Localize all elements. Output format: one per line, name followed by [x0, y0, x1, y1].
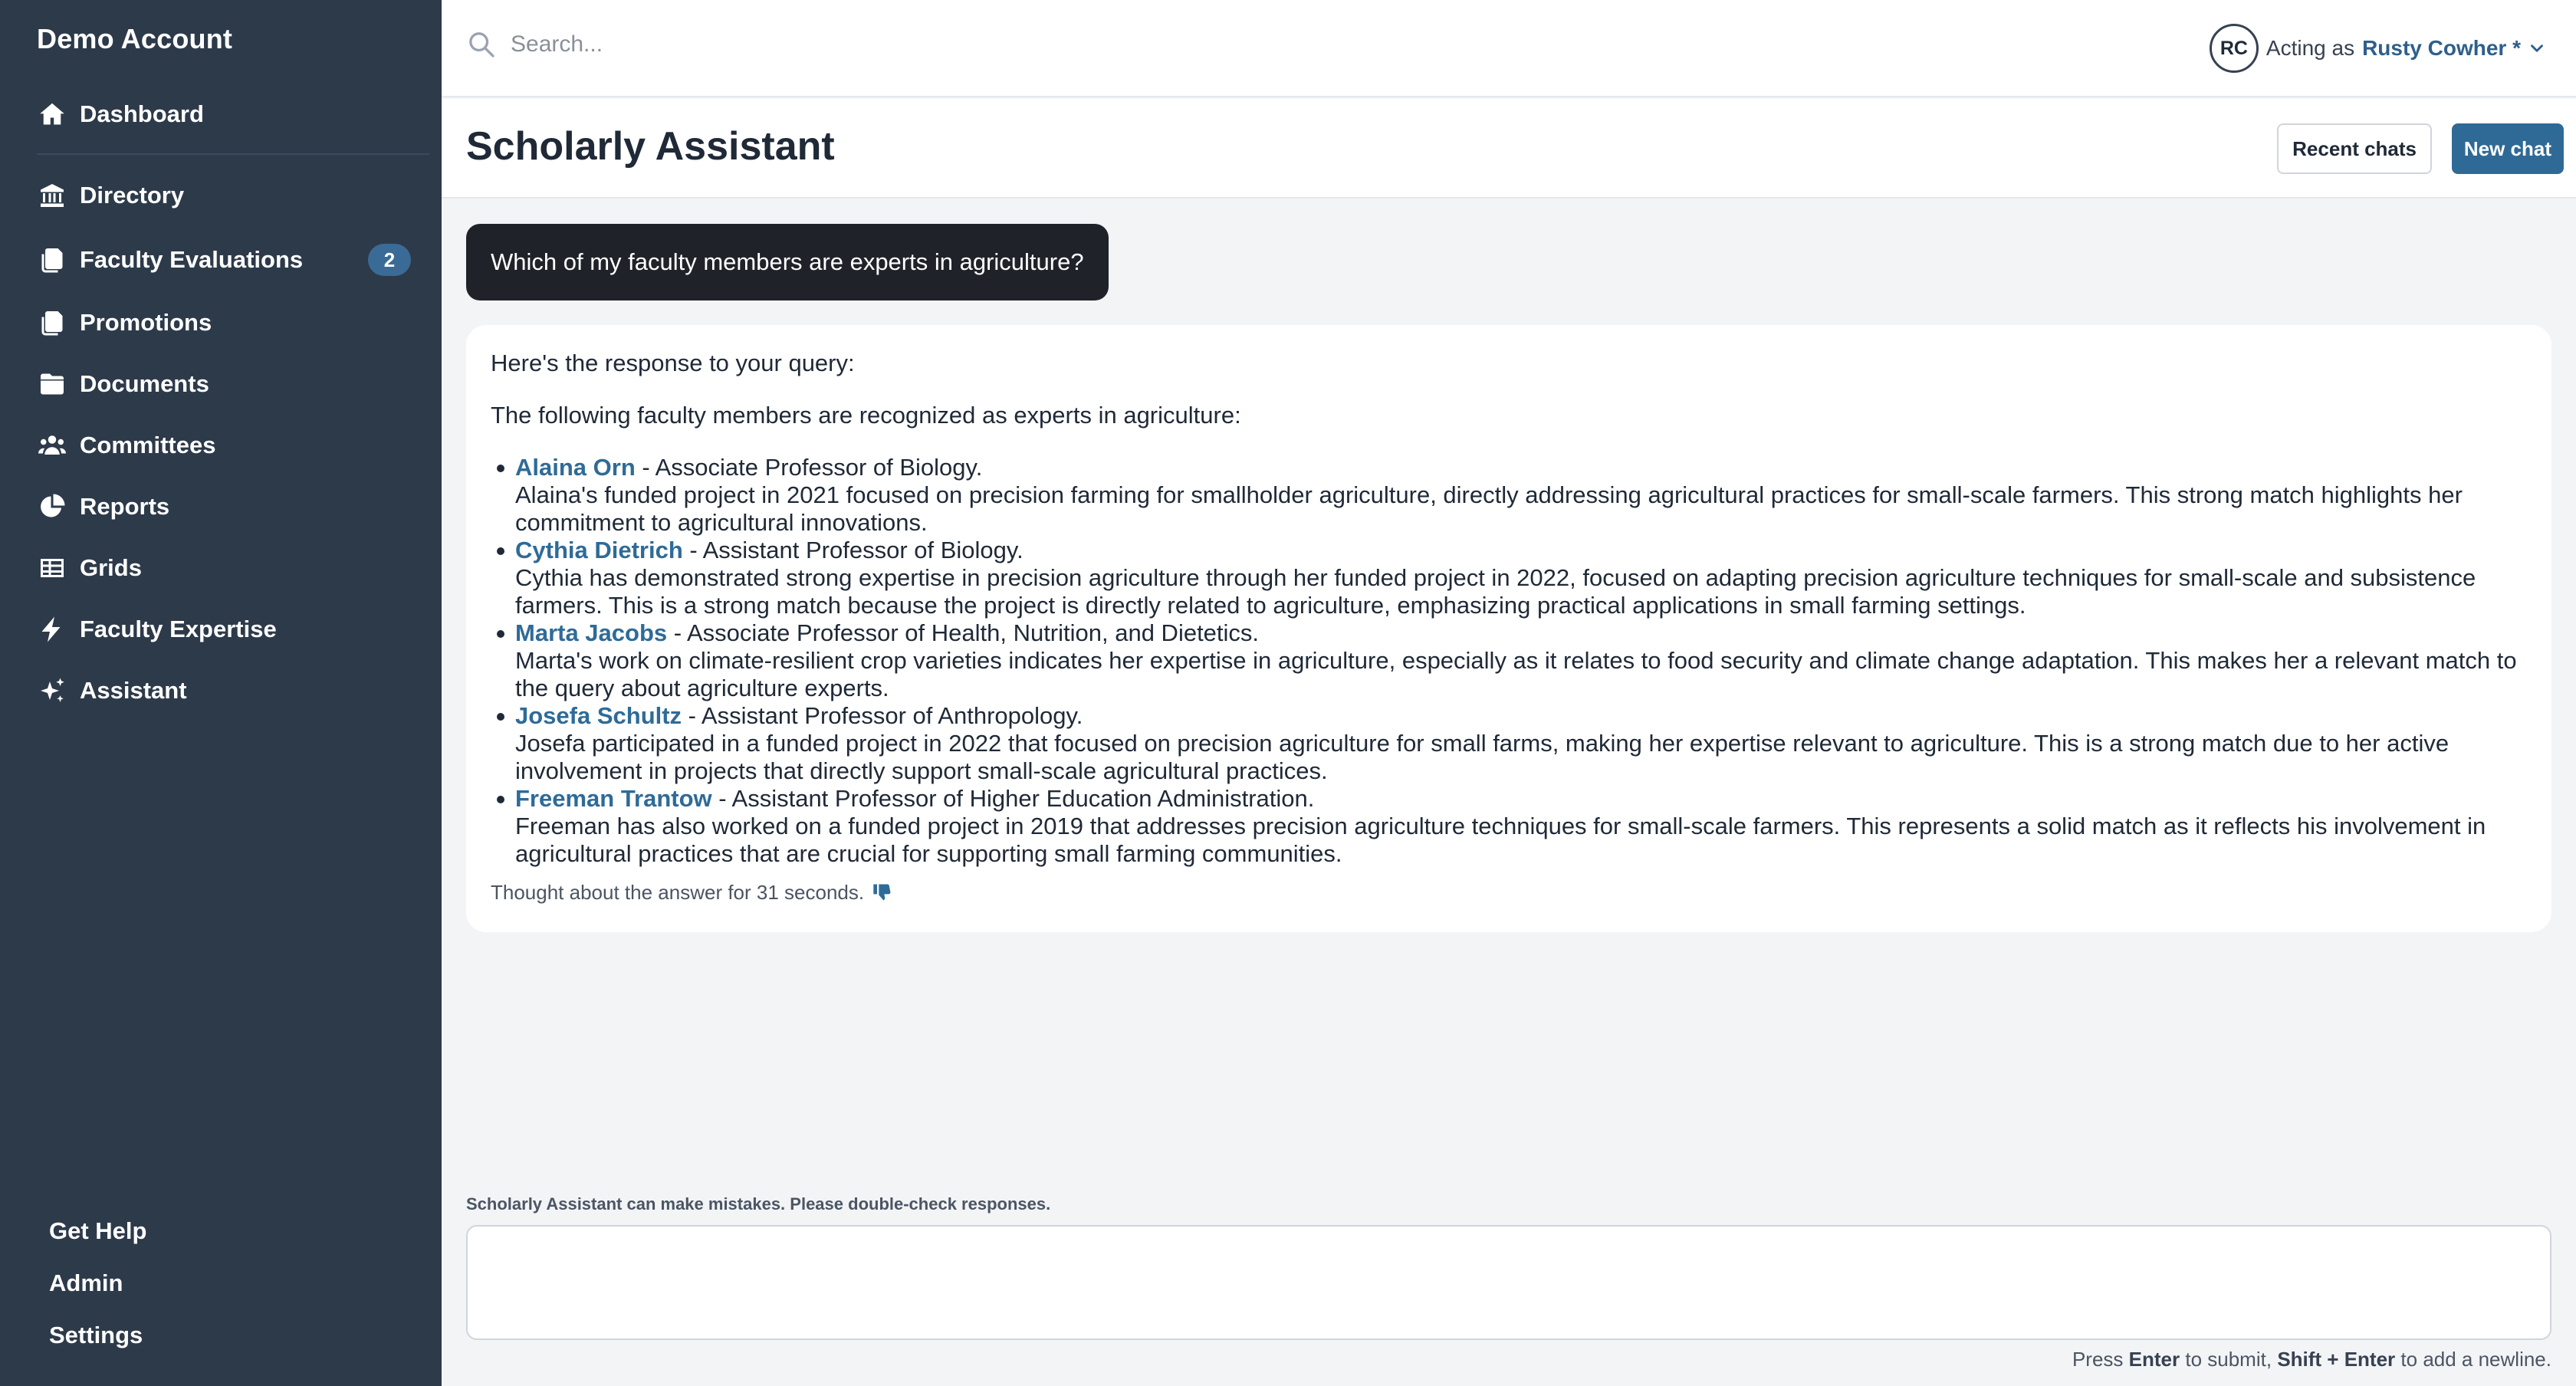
copy-icon: [37, 307, 67, 338]
sidebar-item-directory[interactable]: [37, 172, 405, 218]
bolt-icon: [37, 614, 67, 645]
hint-text: to add a newline.: [2400, 1348, 2551, 1371]
expert-link-alaina-orn[interactable]: Alaina Orn: [515, 454, 636, 481]
settings-link[interactable]: Settings: [49, 1322, 143, 1348]
expert-title: - Assistant Professor of Higher Education Administration.: [711, 785, 1315, 812]
sidebar-item-reports[interactable]: [37, 484, 405, 530]
hint-text: Press: [2072, 1348, 2124, 1371]
hint-text: to submit,: [2185, 1348, 2272, 1371]
expert-title: - Assistant Professor of Anthropology.: [682, 702, 1083, 729]
sidebar-item-faculty-evaluations[interactable]: [37, 237, 405, 283]
sidebar-item-label: Grids: [80, 554, 142, 581]
chat-message-input[interactable]: [466, 1225, 2551, 1340]
sidebar: [0, 0, 442, 1386]
folder-icon: [37, 369, 67, 399]
expert-title: - Associate Professor of Biology.: [635, 454, 983, 481]
sidebar-item-label: Committees: [80, 432, 216, 458]
expert-link-freeman-trantow[interactable]: Freeman Trantow: [515, 785, 712, 812]
list-item: [491, 619, 2530, 702]
sidebar-item-promotions[interactable]: [37, 300, 405, 346]
response-lead: The following faculty members are recognized as experts in agriculture:: [491, 402, 1241, 429]
list-item: [491, 454, 2530, 537]
top-bar: [442, 0, 2576, 97]
response-intro: Here's the response to your query:: [491, 350, 855, 376]
search-input[interactable]: [511, 31, 1201, 57]
search-bar: [466, 29, 1201, 60]
expert-description: Marta's work on climate-resilient crop varieties indicates her expertise in agriculture, especially as it relates to food security and climate change adaptation. This makes her a relevant match to the query about agriculture experts.: [515, 647, 2517, 701]
new-chat-button[interactable]: New chat: [2452, 123, 2564, 174]
search-icon: [466, 29, 497, 60]
hint-key-enter: Enter: [2128, 1348, 2180, 1371]
sidebar-item-dashboard[interactable]: [37, 91, 405, 137]
disclaimer-text: Scholarly Assistant can make mistakes. Please double-check responses.: [466, 1194, 1051, 1214]
experts-list: [491, 454, 2530, 868]
hint-key-shift-enter: Shift + Enter: [2277, 1348, 2396, 1371]
account-name: Demo Account: [37, 23, 233, 54]
list-item: [491, 785, 2530, 868]
evaluations-count-badge: 2: [368, 244, 411, 276]
pie-chart-icon: [37, 491, 67, 522]
users-icon: [37, 430, 67, 461]
expert-description: Josefa participated in a funded project in 2022 that focused on precision agriculture for small farms, making her expertise relevant to agriculture. This is a strong match due to her active involvement in projects that directly support small-scale agricultural practices.: [515, 730, 2450, 784]
sidebar-item-label: Dashboard: [80, 100, 204, 127]
avatar: RC: [2210, 24, 2259, 73]
expert-title: - Assistant Professor of Biology.: [682, 537, 1024, 563]
sidebar-item-label: Directory: [80, 182, 185, 209]
building-columns-icon: [37, 180, 67, 211]
copy-icon: [37, 245, 67, 275]
acting-as-label: Acting as: [2266, 36, 2355, 60]
list-item: [491, 702, 2530, 785]
acting-user-name[interactable]: Rusty Cowher *: [2362, 36, 2521, 60]
keyboard-hint: [2072, 1348, 2551, 1371]
page-title: Scholarly Assistant: [466, 124, 835, 169]
assistant-response-card: [466, 325, 2551, 932]
expert-link-marta-jacobs[interactable]: Marta Jacobs: [515, 619, 668, 646]
expert-title: - Associate Professor of Health, Nutrition, and Dietetics.: [667, 619, 1260, 646]
sidebar-item-label: Reports: [80, 493, 170, 520]
page-header: [442, 99, 2576, 199]
recent-chats-button[interactable]: Recent chats: [2277, 123, 2432, 174]
sidebar-item-label: Assistant: [80, 677, 187, 704]
sidebar-item-label: Documents: [80, 370, 209, 397]
list-item: [491, 537, 2530, 619]
thumbs-down-icon[interactable]: [872, 882, 893, 903]
user-menu[interactable]: [2210, 23, 2547, 74]
expert-link-josefa-schultz[interactable]: Josefa Schultz: [515, 702, 682, 729]
sidebar-item-label: Promotions: [80, 309, 212, 336]
sidebar-item-assistant[interactable]: [37, 668, 405, 714]
expert-description: Freeman has also worked on a funded project in 2019 that addresses precision agriculture techniques for small-scale farmers. This represents a solid match as it reflects his involvement in agricultural practices that are crucial for supporting small farming communities.: [515, 813, 2486, 867]
sidebar-item-grids[interactable]: [37, 545, 405, 591]
chevron-down-icon[interactable]: [2527, 38, 2547, 58]
thought-duration-text: Thought about the answer for 31 seconds.: [491, 881, 865, 904]
sidebar-item-label: Faculty Expertise: [80, 616, 277, 642]
admin-link[interactable]: Admin: [49, 1269, 123, 1296]
expert-link-cythia-dietrich[interactable]: Cythia Dietrich: [515, 537, 683, 563]
home-icon: [37, 99, 67, 130]
sidebar-item-label: Faculty Evaluations: [80, 246, 304, 273]
user-message-bubble: Which of my faculty members are experts in agriculture?: [466, 224, 1109, 301]
sidebar-item-committees[interactable]: [37, 422, 405, 468]
sparkles-icon: [37, 675, 67, 706]
get-help-link[interactable]: Get Help: [49, 1217, 147, 1244]
sidebar-item-documents[interactable]: [37, 361, 405, 407]
sidebar-item-faculty-expertise[interactable]: [37, 606, 405, 652]
sidebar-divider: [37, 153, 429, 155]
table-icon: [37, 553, 67, 583]
thinking-time-note: [491, 879, 2530, 906]
expert-description: Cythia has demonstrated strong expertise in precision agriculture through her funded project in 2022, focused on adapting precision agriculture techniques for small-scale and subsistence farmers. This is a strong match because the project is directly related to agriculture, emphasizing practical applications in small farming settings.: [515, 564, 2476, 619]
expert-description: Alaina's funded project in 2021 focused on precision farming for smallholder agriculture, directly addressing agricultural practices for small-scale farmers. This strong match highlights her commitment to agricultural innovations.: [515, 481, 2463, 536]
